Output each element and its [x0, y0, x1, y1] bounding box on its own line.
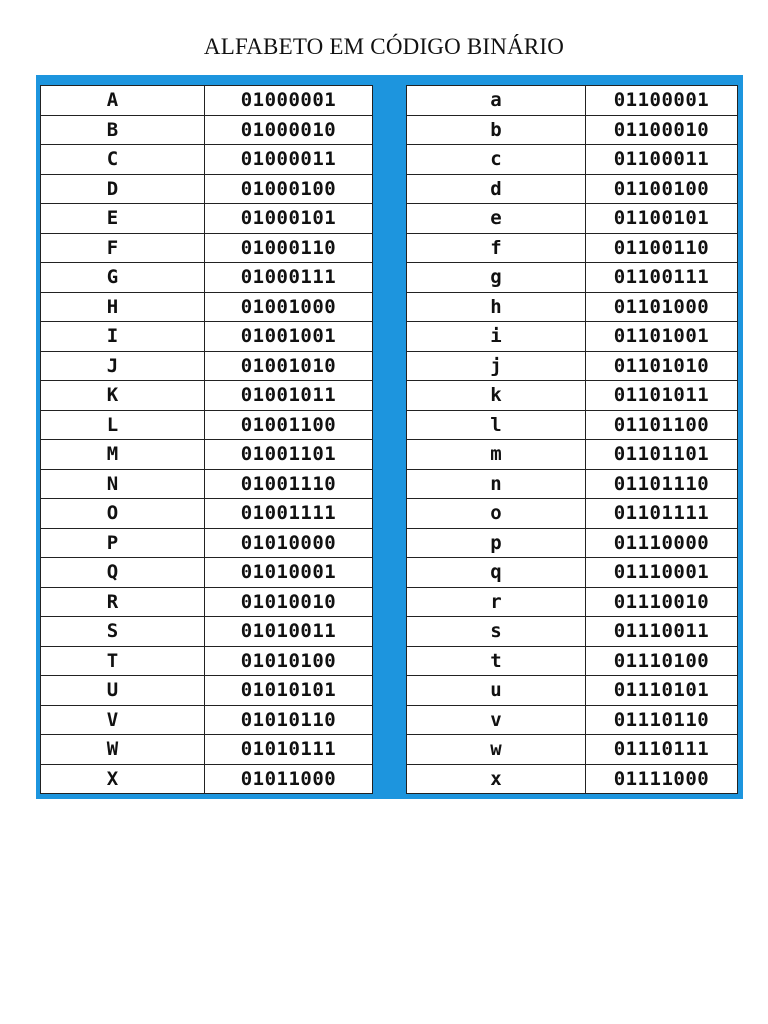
letter-cell: l: [407, 411, 586, 440]
table-row: [41, 470, 372, 500]
letter-cell: a: [407, 86, 586, 115]
letter-cell: d: [407, 175, 586, 204]
letter-cell: T: [41, 647, 205, 676]
letter-cell: m: [407, 440, 586, 469]
letter-cell: b: [407, 116, 586, 145]
binary-code-cell: 01100010: [613, 118, 710, 141]
table-row: [407, 647, 737, 677]
table-row: [407, 617, 737, 647]
letter-cell: M: [41, 440, 205, 469]
letter-cell: u: [407, 676, 586, 705]
binary-code-cell: 01000011: [240, 148, 337, 171]
letter-cell: R: [41, 588, 205, 617]
uppercase-table: [40, 85, 373, 794]
table-row: [407, 735, 737, 765]
letter-cell: j: [407, 352, 586, 381]
binary-code-cell: 01110001: [613, 561, 710, 584]
letter-cell: V: [41, 706, 205, 735]
letter-cell: w: [407, 735, 586, 764]
table-row: [407, 588, 737, 618]
table-row: [407, 558, 737, 588]
letter-cell: x: [407, 765, 586, 794]
letter-cell: q: [407, 558, 586, 587]
table-row: [41, 647, 372, 677]
binary-code-cell: 01010100: [240, 649, 337, 672]
binary-code-cell: 01101001: [613, 325, 710, 348]
table-row: [41, 293, 372, 323]
table-row: [407, 116, 737, 146]
letter-cell: B: [41, 116, 205, 145]
table-row: [407, 499, 737, 529]
letter-cell: L: [41, 411, 205, 440]
binary-code-cell: 01110011: [613, 620, 710, 643]
letter-cell: Q: [41, 558, 205, 587]
letter-cell: S: [41, 617, 205, 646]
letter-cell: U: [41, 676, 205, 705]
table-row: [407, 381, 737, 411]
table-row: [41, 381, 372, 411]
binary-code-cell: 01101110: [613, 472, 710, 495]
letter-cell: D: [41, 175, 205, 204]
letter-cell: i: [407, 322, 586, 351]
binary-code-cell: 01000110: [240, 236, 337, 259]
table-row: [41, 411, 372, 441]
letter-cell: e: [407, 204, 586, 233]
letter-cell: A: [41, 86, 205, 115]
letter-cell: J: [41, 352, 205, 381]
table-row: [41, 204, 372, 234]
letter-cell: I: [41, 322, 205, 351]
letter-cell: t: [407, 647, 586, 676]
letter-cell: C: [41, 145, 205, 174]
page-title: ALFABETO EM CÓDIGO BINÁRIO: [203, 34, 565, 59]
binary-code-cell: 01110100: [613, 649, 710, 672]
binary-code-cell: 01100001: [613, 89, 710, 112]
table-row: [41, 676, 372, 706]
binary-code-cell: 01001000: [240, 295, 337, 318]
binary-code-cell: 01110101: [613, 679, 710, 702]
binary-code-cell: 01010111: [240, 738, 337, 761]
table-row: [407, 470, 737, 500]
table-row: [41, 765, 372, 795]
binary-code-cell: 01001101: [240, 443, 337, 466]
binary-code-cell: 01110000: [613, 531, 710, 554]
table-row: [407, 204, 737, 234]
binary-code-cell: 01010010: [240, 590, 337, 613]
letter-cell: p: [407, 529, 586, 558]
binary-code-cell: 01001001: [240, 325, 337, 348]
binary-code-cell: 01101000: [613, 295, 710, 318]
binary-code-cell: 01101100: [613, 413, 710, 436]
binary-code-cell: 01001100: [240, 413, 337, 436]
table-row: [41, 322, 372, 352]
table-row: [407, 440, 737, 470]
letter-cell: N: [41, 470, 205, 499]
binary-code-cell: 01001011: [240, 384, 337, 407]
binary-code-cell: 01000010: [240, 118, 337, 141]
binary-code-cell: 01101011: [613, 384, 710, 407]
letter-cell: n: [407, 470, 586, 499]
letter-cell: O: [41, 499, 205, 528]
letter-cell: H: [41, 293, 205, 322]
binary-code-cell: 01001110: [240, 472, 337, 495]
binary-code-cell: 01101101: [613, 443, 710, 466]
letter-cell: k: [407, 381, 586, 410]
binary-code-cell: 01101111: [613, 502, 710, 525]
table-row: [41, 558, 372, 588]
table-row: [407, 234, 737, 264]
binary-code-cell: 01000101: [240, 207, 337, 230]
letter-cell: X: [41, 765, 205, 794]
binary-code-cell: 01010001: [240, 561, 337, 584]
letter-cell: W: [41, 735, 205, 764]
binary-code-cell: 01110110: [613, 708, 710, 731]
letter-cell: G: [41, 263, 205, 292]
table-row: [41, 116, 372, 146]
binary-code-cell: 01101010: [613, 354, 710, 377]
table-row: [407, 263, 737, 293]
table-row: [407, 706, 737, 736]
letter-cell: F: [41, 234, 205, 263]
binary-code-cell: 01010110: [240, 708, 337, 731]
table-row: [41, 588, 372, 618]
binary-code-cell: 01000100: [240, 177, 337, 200]
binary-code-cell: 01100011: [613, 148, 710, 171]
table-row: [41, 175, 372, 205]
table-row: [407, 529, 737, 559]
binary-code-cell: 01010101: [240, 679, 337, 702]
letter-cell: o: [407, 499, 586, 528]
binary-code-cell: 01111000: [613, 767, 710, 790]
binary-code-cell: 01001010: [240, 354, 337, 377]
binary-table-frame: [36, 75, 743, 799]
table-row: [407, 175, 737, 205]
table-row: [41, 234, 372, 264]
table-row: [407, 352, 737, 382]
table-row: [41, 440, 372, 470]
table-row: [41, 86, 372, 116]
letter-cell: K: [41, 381, 205, 410]
table-row: [407, 86, 737, 116]
binary-code-cell: 01010000: [240, 531, 337, 554]
letter-cell: v: [407, 706, 586, 735]
binary-code-cell: 01100110: [613, 236, 710, 259]
table-row: [407, 411, 737, 441]
table-row: [41, 352, 372, 382]
binary-code-cell: 01100111: [613, 266, 710, 289]
letter-cell: E: [41, 204, 205, 233]
letter-cell: h: [407, 293, 586, 322]
binary-code-cell: 01100101: [613, 207, 710, 230]
binary-code-cell: 01001111: [240, 502, 337, 525]
binary-code-cell: 01110111: [613, 738, 710, 761]
binary-code-cell: 01110010: [613, 590, 710, 613]
letter-cell: g: [407, 263, 586, 292]
table-row: [407, 145, 737, 175]
table-row: [41, 617, 372, 647]
letter-cell: r: [407, 588, 586, 617]
binary-code-cell: 01100100: [613, 177, 710, 200]
table-row: [407, 765, 737, 795]
binary-code-cell: 01000001: [240, 89, 337, 112]
table-row: [41, 529, 372, 559]
table-row: [41, 706, 372, 736]
lowercase-table: [406, 85, 738, 794]
letter-cell: s: [407, 617, 586, 646]
table-row: [407, 293, 737, 323]
binary-code-cell: 01010011: [240, 620, 337, 643]
letter-cell: c: [407, 145, 586, 174]
table-row: [41, 735, 372, 765]
binary-code-cell: 01011000: [240, 767, 337, 790]
table-row: [407, 676, 737, 706]
table-row: [41, 145, 372, 175]
binary-code-cell: 01000111: [240, 266, 337, 289]
letter-cell: P: [41, 529, 205, 558]
table-row: [41, 263, 372, 293]
table-row: [41, 499, 372, 529]
table-row: [407, 322, 737, 352]
letter-cell: f: [407, 234, 586, 263]
